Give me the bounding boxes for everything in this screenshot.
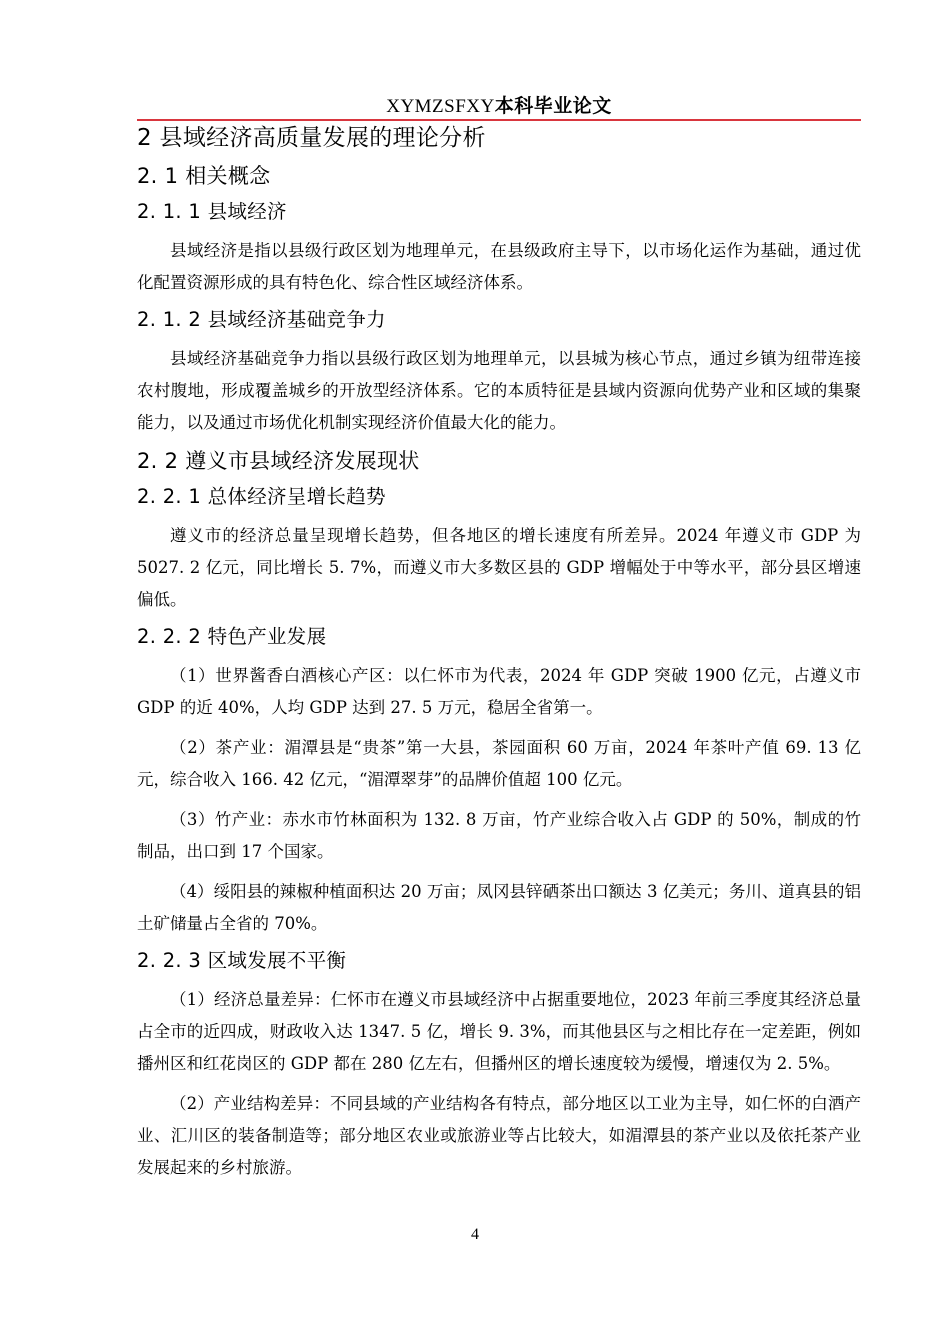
page-number: 4 xyxy=(471,1226,479,1243)
subsection-heading-2-2-2: 2. 2. 2 特色产业发展 xyxy=(137,625,327,648)
subsection-heading-2-1-1: 2. 1. 1 县域经济 xyxy=(137,200,287,223)
paragraph-baijiu-industry: （1）世界酱香白酒核心产区：以仁怀市为代表，2024 年 GDP 突破 1900 亿元，占遵义市 GDP 的近 40%，人均 GDP 达到 27. 5 万元，稳居全省第一。 xyxy=(137,666,861,717)
paragraph-bamboo-industry: （3）竹产业：赤水市竹林面积为 132. 8 万亩，竹产业综合收入占 GDP 的 50%，制成的竹制品，出口到 17 个国家。 xyxy=(137,810,861,861)
paragraph-industrial-structure-gap: （2）产业结构差异：不同县域的产业结构各有特点，部分地区以工业为主导，如仁怀的白酒产业、汇川区的装备制造等；部分地区农业或旅游业等占比较大，如湄潭县的茶产业以及依托茶产业发展起来的乡村旅游。 xyxy=(137,1094,861,1177)
paragraph-tea-industry: （2）茶产业：湄潭县是“贵茶”第一大县，茶园面积 60 万亩，2024 年茶叶产值 69. 13 亿元，综合收入 166. 42 亿元，“湄潭翠芽”的品牌价值超 100 亿元。 xyxy=(137,738,861,789)
paragraph-economic-gap: （1）经济总量差异：仁怀市在遵义市县域经济中占据重要地位，2023 年前三季度其经济总量占全市的近四成，财政收入达 1347. 5 亿，增长 9. 3%，而其他县区与之相比存在一定差距，例如播州区和红花岗区的 GDP 都在 280 亿左右，但播州区的增长速度较为缓慢，增速仅为 2. 5%。 xyxy=(137,990,861,1073)
header-thesis-title: 本科毕业论文 xyxy=(494,95,612,117)
subsection-heading-2-2-3: 2. 2. 3 区域发展不平衡 xyxy=(137,949,347,972)
paragraph-other-industries: （4）绥阳县的辣椒种植面积达 20 万亩；凤冈县锌硒茶出口额达 3 亿美元；务川、道真县的铝土矿储量占全省的 70%。 xyxy=(137,882,861,933)
paragraph-overall-growth: 遵义市的经济总量呈现增长趋势，但各地区的增长速度有所差异。2024 年遵义市 GDP 为 5027. 2 亿元，同比增长 5. 7%，而遵义市大多数区县的 GDP 增幅处于中等水平，部分县区增速偏低。 xyxy=(137,526,861,609)
paragraph-basic-competitiveness: 县域经济基础竞争力指以县级行政区划为地理单元，以县城为核心节点，通过乡镇为纽带连接农村腹地，形成覆盖城乡的开放型经济体系。它的本质特征是县域内资源向优势产业和区域的集聚能力，以及通过市场优化机制实现经济价值最大化的能力。 xyxy=(137,349,861,432)
section-heading-2-2: 2. 2 遵义市县域经济发展现状 xyxy=(137,449,420,473)
main-content xyxy=(137,120,861,1192)
running-header xyxy=(137,94,861,119)
chapter-heading: 2 县域经济高质量发展的理论分析 xyxy=(137,125,486,151)
paragraph-county-economy: 县域经济是指以县级行政区划为地理单元，在县级政府主导下，以市场化运作为基础，通过优化配置资源形成的具有特色化、综合性区域经济体系。 xyxy=(137,241,861,292)
subsection-heading-2-1-2: 2. 1. 2 县域经济基础竞争力 xyxy=(137,308,386,331)
subsection-heading-2-2-1: 2. 2. 1 总体经济呈增长趋势 xyxy=(137,485,386,508)
header-school-code: XYMZSFXY xyxy=(386,96,495,117)
section-heading-2-1: 2. 1 相关概念 xyxy=(137,164,271,188)
